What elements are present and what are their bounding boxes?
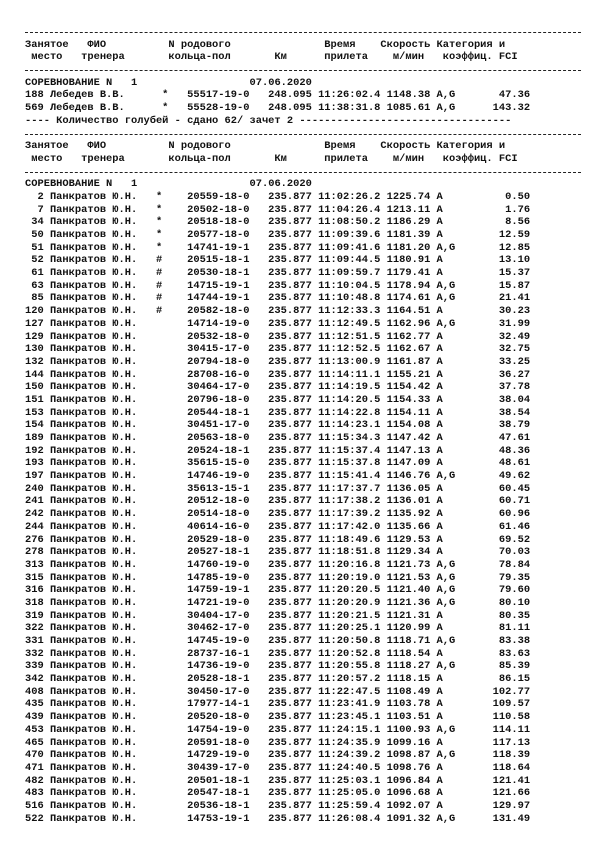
result-row: 197 Панкратов Ю.Н. 14746-19-0 235.877 11:15:41.4 1146.76 A,G 49.62 <box>25 470 531 483</box>
competition-title-line <box>25 77 581 90</box>
column-header-line-2: место тренера кольца-пол Км прилета м/мин коэффиц. FCI <box>25 51 518 64</box>
result-row: 408 Панкратов Ю.Н. 30450-17-0 235.877 11:22:47.5 1108.49 A 102.77 <box>25 685 531 698</box>
summary-line: ---- Количество голубей - сдано 62/ зачет 2 ---------------------------------- <box>25 114 512 127</box>
result-row: 439 Панкратов Ю.Н. 20520-18-0 235.877 11:23:45.1 1103.51 A 110.58 <box>25 711 531 724</box>
dashed-rule <box>25 128 581 141</box>
result-row: 51 Панкратов Ю.Н. * 14741-19-1 235.877 11:09:41.6 1181.20 A,G 12.85 <box>25 241 531 254</box>
result-row: 193 Панкратов Ю.Н. 35615-15-0 235.877 11:15:37.8 1147.09 A 48.61 <box>25 457 531 470</box>
result-row: 7 Панкратов Ю.Н. * 20502-18-0 235.877 11:04:26.4 1213.11 A 1.76 <box>25 203 531 216</box>
result-row: 151 Панкратов Ю.Н. 20796-18-0 235.877 11:14:20.5 1154.33 A 38.04 <box>25 393 531 406</box>
result-row: 144 Панкратов Ю.Н. 28708-16-0 235.877 11:14:11.1 1155.21 A 36.27 <box>25 368 531 381</box>
result-row: 322 Панкратов Ю.Н. 30462-17-0 235.877 11:20:25.1 1120.99 A 81.11 <box>25 622 531 635</box>
column-header-line-2: место тренера кольца-пол Км прилета м/мин коэффиц. FCI <box>25 152 518 165</box>
result-row: 240 Панкратов Ю.Н. 35613-15-1 235.877 11:17:37.7 1136.05 A 60.45 <box>25 482 531 495</box>
result-row: 465 Панкратов Ю.Н. 20591-18-0 235.877 11:24:35.9 1099.16 A 117.13 <box>25 736 531 749</box>
result-row: 319 Панкратов Ю.Н. 30404-17-0 235.877 11:20:21.5 1121.31 A 80.35 <box>25 609 531 622</box>
result-row: 278 Панкратов Ю.Н. 20527-18-1 235.877 11:18:51.8 1129.34 A 70.03 <box>25 546 531 559</box>
dashed-rule <box>25 64 581 77</box>
result-row: 522 Панкратов Ю.Н. 14753-19-1 235.877 11:26:08.4 1091.32 A,G 131.49 <box>25 812 531 825</box>
result-row: 189 Панкратов Ю.Н. 20563-18-0 235.877 11:15:34.3 1147.42 A 47.61 <box>25 432 531 444</box>
dashed-rule <box>25 166 581 179</box>
result-row: 339 Панкратов Ю.Н. 14736-19-0 235.877 11:20:55.8 1118.27 A,G 85.39 <box>25 660 531 673</box>
result-row: 244 Панкратов Ю.Н. 40614-16-0 235.877 11:17:42.0 1135.66 A 61.46 <box>25 520 531 533</box>
result-row: 154 Панкратов Ю.Н. 30451-17-0 235.877 11:14:23.1 1154.08 A 38.79 <box>25 419 531 432</box>
result-row: 313 Панкратов Ю.Н. 14760-19-0 235.877 11:20:16.8 1121.73 A,G 78.84 <box>25 558 531 571</box>
competition-date: 07.06.2020 <box>249 76 312 89</box>
result-row: 50 Панкратов Ю.Н. * 20577-18-0 235.877 11:09:39.6 1181.39 A 12.59 <box>25 229 531 241</box>
result-row: 332 Панкратов Ю.Н. 28737-16-1 235.877 11:20:52.8 1118.54 A 83.63 <box>25 647 531 660</box>
result-row: 153 Панкратов Ю.Н. 20544-18-1 235.877 11:14:22.8 1154.11 A 38.54 <box>25 406 531 419</box>
competition-title: СОРЕВНОВАНИЕ N 1 <box>25 76 138 89</box>
result-row: 569 Лебедев В.В. * 55528-19-0 248.095 11:38:31.8 1085.61 A,G 143.32 <box>25 102 531 115</box>
result-row: 150 Панкратов Ю.Н. 30464-17-0 235.877 11:14:19.5 1154.42 A 37.78 <box>25 381 531 394</box>
result-row: 471 Панкратов Ю.Н. 30439-17-0 235.877 11:24:40.5 1098.76 A 118.64 <box>25 761 531 774</box>
result-row: 331 Панкратов Ю.Н. 14745-19-0 235.877 11:20:50.8 1118.71 A,G 83.38 <box>25 635 531 647</box>
result-row: 63 Панкратов Ю.Н. # 14715-19-1 235.877 11:10:04.5 1178.94 A,G 15.87 <box>25 279 531 292</box>
result-row: 482 Панкратов Ю.Н. 20501-18-1 235.877 11:25:03.1 1096.84 A 121.41 <box>25 774 531 787</box>
result-row: 120 Панкратов Ю.Н. # 20582-18-0 235.877 11:12:33.3 1164.51 A 30.23 <box>25 305 531 318</box>
results-table-2 <box>25 191 581 825</box>
dashed-rule <box>25 26 581 39</box>
result-row: 516 Панкратов Ю.Н. 20536-18-1 235.877 11:25:59.4 1092.07 A 129.97 <box>25 799 531 812</box>
result-row: 242 Панкратов Ю.Н. 20514-18-0 235.877 11:17:39.2 1135.92 A 60.96 <box>25 508 531 521</box>
competition-title-line <box>25 178 581 191</box>
result-row: 342 Панкратов Ю.Н. 20528-18-1 235.877 11:20:57.2 1118.15 A 86.15 <box>25 673 531 686</box>
result-row: 241 Панкратов Ю.Н. 20512-18-0 235.877 11:17:38.2 1136.01 A 60.71 <box>25 495 531 508</box>
result-row: 315 Панкратов Ю.Н. 14785-19-0 235.877 11:20:19.0 1121.53 A,G 79.35 <box>25 571 531 584</box>
result-row: 34 Панкратов Ю.Н. * 20518-18-0 235.877 11:08:50.2 1186.29 A 8.56 <box>25 216 531 229</box>
result-row: 192 Панкратов Ю.Н. 20524-18-1 235.877 11:15:37.4 1147.13 A 48.36 <box>25 444 531 457</box>
result-row: 129 Панкратов Ю.Н. 20532-18-0 235.877 11:12:51.5 1162.77 A 32.49 <box>25 330 531 343</box>
result-row: 483 Панкратов Ю.Н. 20547-18-1 235.877 11:25:05.0 1096.68 A 121.66 <box>25 787 531 800</box>
result-row: 435 Панкратов Ю.Н. 17977-14-1 235.877 11:23:41.9 1103.78 A 109.57 <box>25 698 531 711</box>
result-row: 453 Панкратов Ю.Н. 14754-19-0 235.877 11:24:15.1 1100.93 A,G 114.11 <box>25 723 531 736</box>
result-row: 85 Панкратов Ю.Н. # 14744-19-1 235.877 11:10:48.8 1174.61 A,G 21.41 <box>25 292 531 305</box>
result-row: 127 Панкратов Ю.Н. 14714-19-0 235.877 11:12:49.5 1162.96 A,G 31.99 <box>25 317 531 330</box>
column-header-line-1: Занятое ФИО N родового Время Скорость Категория и <box>25 140 506 153</box>
results-table-1 <box>25 89 581 114</box>
result-row: 470 Панкратов Ю.Н. 14729-19-0 235.877 11:24:39.2 1098.87 A,G 118.39 <box>25 749 531 762</box>
result-row: 188 Лебедев В.В. * 55517-19-0 248.095 11:26:02.4 1148.38 A,G 47.36 <box>25 89 531 102</box>
result-row: 52 Панкратов Ю.Н. # 20515-18-1 235.877 11:09:44.5 1180.91 A 13.10 <box>25 254 531 267</box>
result-row: 130 Панкратов Ю.Н. 30415-17-0 235.877 11:12:52.5 1162.67 A 32.75 <box>25 343 531 356</box>
result-row: 316 Панкратов Ю.Н. 14759-19-1 235.877 11:20:20.5 1121.40 A,G 79.60 <box>25 584 531 597</box>
results-document <box>25 26 581 825</box>
result-row: 318 Панкратов Ю.Н. 14721-19-0 235.877 11:20:20.9 1121.36 A,G 80.10 <box>25 596 531 609</box>
competition-date: 07.06.2020 <box>249 178 312 191</box>
result-row: 276 Панкратов Ю.Н. 20529-18-0 235.877 11:18:49.6 1129.53 A 69.52 <box>25 533 531 546</box>
result-row: 2 Панкратов Ю.Н. * 20559-18-0 235.877 11:02:26.2 1225.74 A 0.50 <box>25 190 531 203</box>
competition-title: СОРЕВНОВАНИЕ N 1 <box>25 178 138 191</box>
column-header-line-1: Занятое ФИО N родового Время Скорость Категория и <box>25 38 506 51</box>
result-row: 61 Панкратов Ю.Н. # 20530-18-1 235.877 11:09:59.7 1179.41 A 15.37 <box>25 267 531 280</box>
result-row: 132 Панкратов Ю.Н. 20794-18-0 235.877 11:13:00.9 1161.87 A 33.25 <box>25 355 531 368</box>
